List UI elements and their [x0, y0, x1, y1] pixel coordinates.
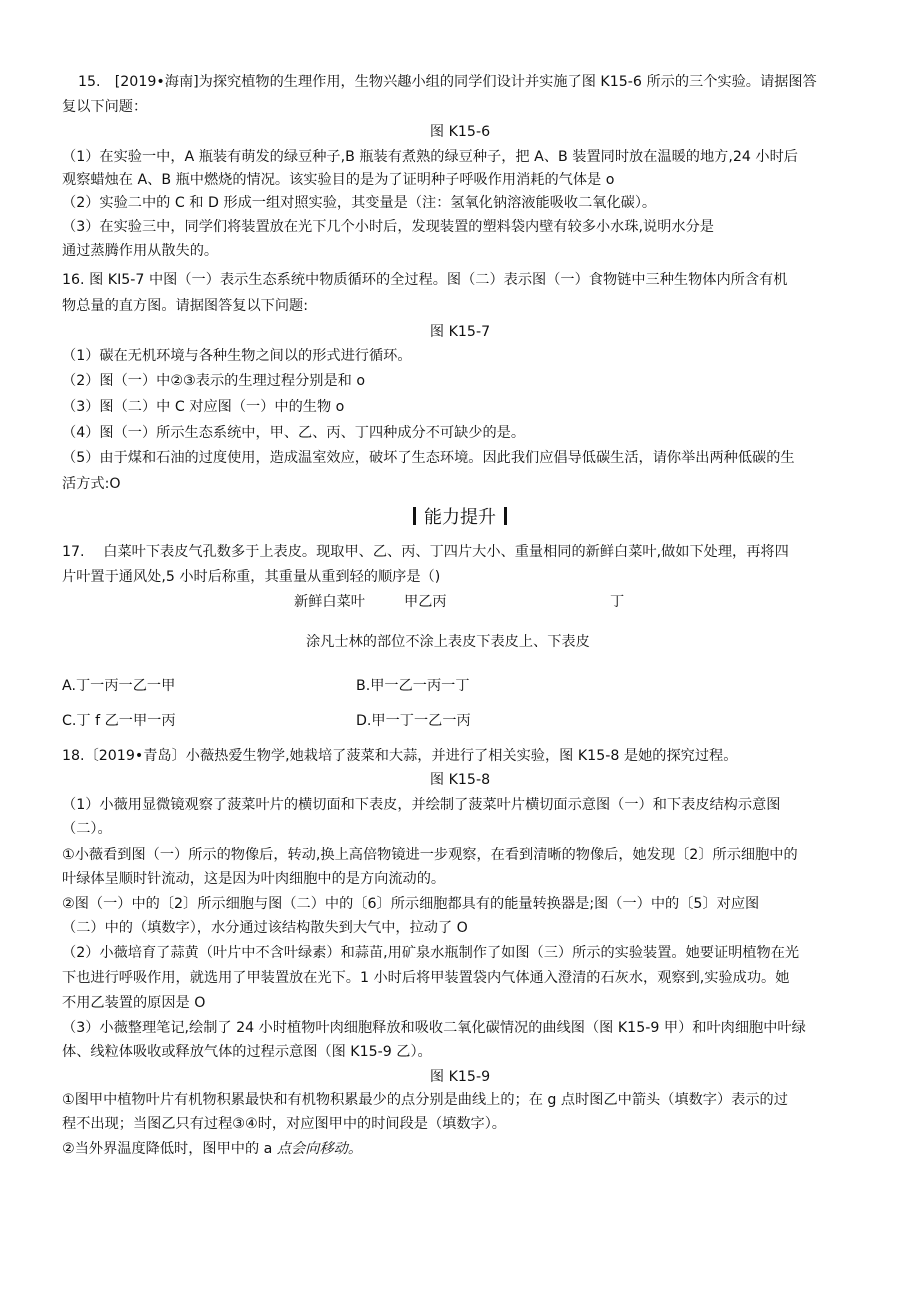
- q18-sub-2-text-b: 点会向移动。: [276, 1141, 363, 1157]
- q15-part-3-line-1: （3）在实验三中，同学们将装置放在光下几个小时后，发现装置的塑料袋内壁有较多小水珠,说明水分是: [62, 219, 714, 235]
- q17-table-label-leaf: 新鲜白菜叶: [294, 594, 365, 610]
- q18-part-3-line-2: 体、线粒体吸收或释放气体的过程示意图（图 K15-9 乙）。: [62, 1044, 432, 1060]
- q18-sub-1-line-1: ①小薇看到图（一）所示的物像后，转动,换上高倍物镜进一步观察，在看到清晰的物像后，她发现〔2〕所示细胞中的: [62, 847, 798, 863]
- q15-part-2: （2）实验二中的 C 和 D 形成一组对照实验，其变量是（注：氢氧化钠溶液能吸收二氧化碳）。: [62, 195, 657, 211]
- heading-bar-right: [504, 507, 507, 525]
- figure-caption-k15-6: 图 K15-6: [429, 124, 491, 140]
- q16-part-1: （1）碳在无机环境与各种生物之间以的形式进行循环。: [62, 348, 412, 364]
- q18-part-2-line-1: （2）小薇培育了蒜黄（叶片中不含叶绿素）和蒜苗,用矿泉水瓶制作了如图（三）所示的实验装置。她要证明植物在光: [62, 945, 800, 961]
- q16-part-5-line-2: 活方式:O: [62, 476, 121, 492]
- q16-line-1: 16. 图 KI5-7 中图（一）表示生态系统中物质循环的全过程。图（二）表示图（一）食物链中三种生物体内所含有机: [62, 272, 788, 288]
- q17-option-d: D.甲一丁一乙一丙: [356, 713, 471, 729]
- q18-sub-2-line-2: （二）中的（填数字），水分通过该结构散失到大气中，拉动了 O: [62, 920, 468, 936]
- q17-option-b: B.甲一乙一丙一丁: [356, 678, 470, 694]
- q18-part-3-sub-2: [62, 1139, 362, 1159]
- q18-line-1: 18.〔2019•青岛〕小薇热爱生物学,她栽培了菠菜和大蒜，并进行了相关实验，图 K15-8 是她的探究过程。: [62, 748, 738, 764]
- figure-caption-k15-7: 图 K15-7: [429, 324, 491, 340]
- q18-part-1-line-1: （1）小薇用显微镜观察了菠菜叶片的横切面和下表皮，并绘制了菠菜叶片横切面示意图（一）和下表皮结构示意图: [62, 797, 781, 813]
- q16-part-4: （4）图（一）所示生态系统中，甲、乙、丙、丁四种成分不可缺少的是。: [62, 425, 526, 441]
- q16-part-3: （3）图（二）中 C 对应图（一）中的生物 o: [62, 399, 345, 415]
- q15-line-1: 15. [2019•海南]为探究植物的生理作用，生物兴趣小组的同学们设计并实施了图 K15-6 所示的三个实验。请据图答: [78, 74, 817, 90]
- figure-caption-k15-8: 图 K15-8: [429, 772, 491, 788]
- q17-table-label-jyb: 甲乙丙: [404, 594, 447, 610]
- q17-option-a: A.丁一丙一乙一甲: [62, 678, 176, 694]
- heading-bar-left: [413, 507, 416, 525]
- q18-part-3-sub-1-line-2: 程不出现；当图乙只有过程③④时，对应图甲中的时间段是（填数字）。: [62, 1116, 506, 1132]
- q15-part-3-line-2: 通过蒸腾作用从散失的。: [62, 243, 219, 259]
- q18-part-2-line-2: 下也进行呼吸作用，就选用了甲装置放在光下。1 小时后将甲装置袋内气体通入澄清的石灰水，观察到,实验成功。她: [62, 970, 790, 986]
- q17-line-1: 17. 白菜叶下表皮气孔数多于上表皮。现取甲、乙、丙、丁四片大小、重量相同的新鲜白菜叶,做如下处理，再将四: [62, 544, 789, 560]
- q16-part-5-line-1: （5）由于煤和石油的过度使用，造成温室效应，破坏了生态环境。因此我们应倡导低碳生活，请你举出两种低碳的生: [62, 450, 795, 466]
- q18-part-3-sub-1-line-1: ①图甲中植物叶片有机物积累最快和有机物积累最少的点分别是曲线上的；在 g 点时图乙中箭头（填数字）表示的过: [62, 1092, 788, 1108]
- q18-part-1-line-2: （二）。: [62, 821, 112, 837]
- q15-part-1-line-2: 观察蜡烛在 A、B 瓶中燃烧的情况。该实验目的是为了证明种子呼吸作用消耗的气体是 o: [62, 172, 615, 188]
- section-heading: [0, 505, 920, 531]
- q18-sub-2-line-1: ②图（一）中的〔2〕所示细胞与图（二）中的〔6〕所示细胞都具有的能量转换器是;图（一）中的〔5〕对应图: [62, 896, 760, 912]
- section-title: 能力提升: [424, 507, 496, 528]
- q15-line-2: 复以下问题：: [62, 99, 148, 115]
- q15-part-1-line-1: （1）在实验一中，A 瓶装有萌发的绿豆种子,B 瓶装有煮熟的绿豆种子，把 A、B 装置同时放在温暖的地方,24 小时后: [62, 149, 798, 165]
- q18-sub-2-text-a: ②当外界温度降低时，图甲中的 a: [62, 1141, 277, 1157]
- q18-part-3-line-1: （3）小薇整理笔记,绘制了 24 小时植物叶肉细胞释放和吸收二氧化碳情况的曲线图（图 K15-9 甲）和叶肉细胞中叶绿: [62, 1020, 806, 1036]
- q17-table-row: 涂凡士林的部位不涂上表皮下表皮上、下表皮: [306, 634, 590, 650]
- q17-option-c: C.丁 f 乙一甲一丙: [62, 713, 176, 729]
- figure-caption-k15-9: 图 K15-9: [429, 1069, 491, 1085]
- q18-part-2-line-3: 不用乙装置的原因是 O: [62, 995, 206, 1011]
- q17-table-label-ding: 丁: [610, 594, 625, 610]
- q18-sub-1-line-2: 叶绿体呈顺时针流动，这是因为叶肉细胞中的是方向流动的。: [62, 871, 446, 887]
- q16-line-2: 物总量的直方图。请据图答复以下问题:: [62, 298, 308, 314]
- q16-part-2: （2）图（一）中②③表示的生理过程分别是和 o: [62, 373, 366, 389]
- q17-line-2: 片叶置于通风处,5 小时后称重，其重量从重到轻的顺序是（): [62, 569, 441, 585]
